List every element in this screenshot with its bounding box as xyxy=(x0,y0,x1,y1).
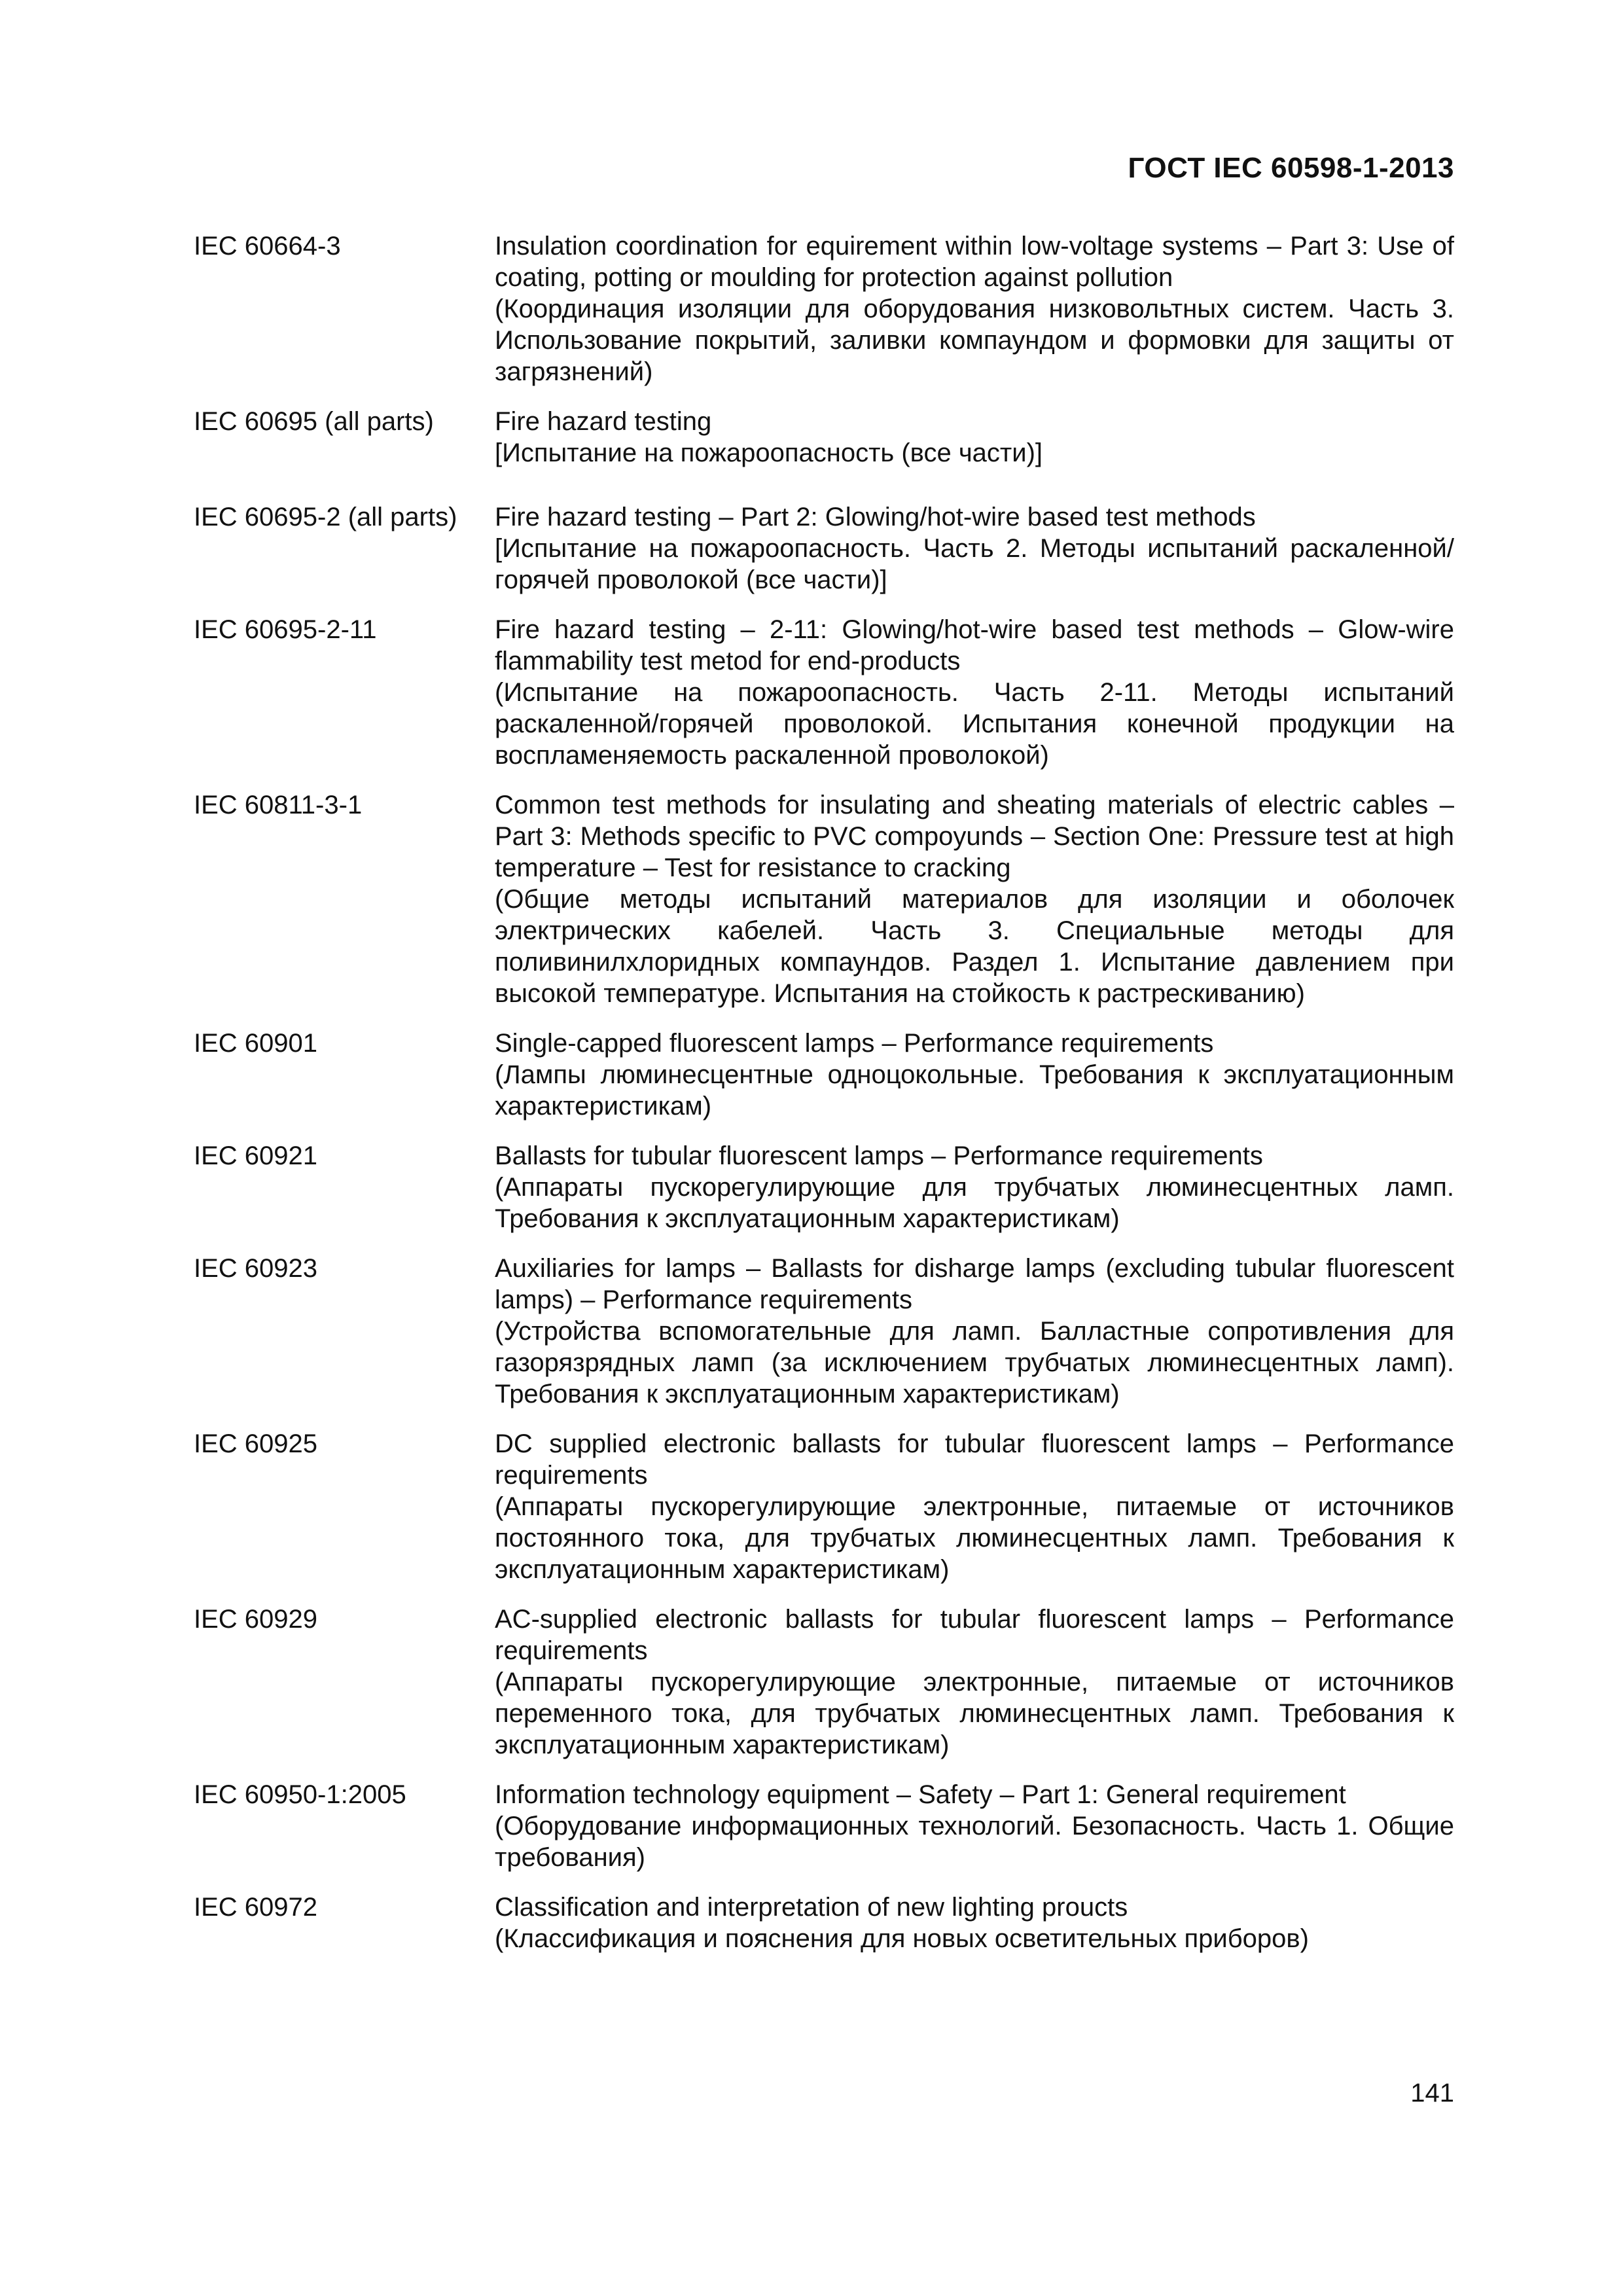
reference-title-ru: (Аппараты пускорегулирующие электронные, питаемые от источников постоянного тока, для трубчатых люминесцентных ламп. Требования к эксплуатационным характеристикам) xyxy=(495,1492,1454,1584)
reference-code: IEC 60921 xyxy=(194,1141,318,1170)
reference-entry xyxy=(194,1892,1454,1954)
reference-title-en: Fire hazard testing – Part 2: Glowing/hot-wire based test methods xyxy=(495,503,1256,531)
reference-entry xyxy=(194,1253,1454,1410)
reference-description xyxy=(495,501,1454,596)
reference-code: IEC 60901 xyxy=(194,1029,318,1058)
normative-references-list xyxy=(194,230,1454,1954)
reference-title-en: Single-capped fluorescent lamps – Performance requirements xyxy=(495,1029,1214,1058)
reference-title-ru: (Классификация и пояснения для новых осветительных приборов) xyxy=(495,1924,1309,1953)
reference-description xyxy=(495,1140,1454,1234)
reference-title-ru: (Испытание на пожароопасность. Часть 2-11. Методы испытаний раскаленной/горячей проволокой. Испытания конечной продукции на воспламеняемость раскаленной проволокой) xyxy=(495,678,1454,770)
reference-entry xyxy=(194,789,1454,1009)
reference-title-ru: (Координация изоляции для оборудования низковольтных систем. Часть 3. Использование покрытий, заливки компаундом и формовки для защиты от загрязнений) xyxy=(495,295,1454,386)
reference-description xyxy=(495,1253,1454,1410)
reference-code: IEC 60695-2-11 xyxy=(194,615,377,644)
reference-title-en: Auxiliaries for lamps – Ballasts for disharge lamps (excluding tubular fluorescent lamps) – Performance requirements xyxy=(495,1254,1454,1314)
reference-title-en: DC supplied electronic ballasts for tubular fluorescent lamps – Performance requirements xyxy=(495,1429,1454,1490)
reference-title-en: Fire hazard testing xyxy=(495,407,712,436)
reference-code: IEC 60923 xyxy=(194,1254,318,1283)
reference-title-en: Information technology equipment – Safety – Part 1: General requirement xyxy=(495,1780,1346,1809)
reference-description xyxy=(495,789,1454,1009)
page-number: 141 xyxy=(1410,2079,1454,2108)
reference-title-ru: [Испытание на пожароопасность. Часть 2. Методы испытаний раскаленной/горячей проволокой (все части)] xyxy=(495,534,1454,594)
reference-description xyxy=(495,1604,1454,1761)
reference-code: IEC 60811-3-1 xyxy=(194,791,363,819)
reference-description xyxy=(495,1892,1454,1954)
reference-entry xyxy=(194,230,1454,387)
reference-title-ru: (Лампы люминесцентные одноцокольные. Требования к эксплуатационным характеристикам) xyxy=(495,1060,1454,1121)
reference-code: IEC 60950-1:2005 xyxy=(194,1780,406,1809)
reference-description xyxy=(495,614,1454,771)
reference-code: IEC 60695-2 (all parts) xyxy=(194,503,457,531)
reference-description xyxy=(495,1028,1454,1122)
reference-entry xyxy=(194,1028,1454,1122)
standard-designation: ГОСТ IEC 60598-1-2013 xyxy=(1128,152,1454,184)
reference-title-en: Classification and interpretation of new lighting proucts xyxy=(495,1893,1128,1922)
reference-title-ru: (Оборудование информационных технологий. Безопасность. Часть 1. Общие требования) xyxy=(495,1812,1454,1872)
reference-entry xyxy=(194,1140,1454,1234)
reference-entry xyxy=(194,501,1454,596)
reference-title-ru: (Общие методы испытаний материалов для изоляции и оболочек электрических кабелей. Часть 3. Специальные методы для поливинилхлоридных компаундов. Раздел 1. Испытание давлением при высокой температуре. Испытания на стойкость к растрескиванию) xyxy=(495,885,1454,1008)
reference-entry xyxy=(194,614,1454,771)
reference-description xyxy=(495,1428,1454,1585)
reference-code: IEC 60929 xyxy=(194,1605,318,1634)
reference-code: IEC 60972 xyxy=(194,1893,318,1922)
reference-title-en: Ballasts for tubular fluorescent lamps – Performance requirements xyxy=(495,1141,1263,1170)
reference-title-ru: (Аппараты пускорегулирующие для трубчатых люминесцентных ламп. Требования к эксплуатационным характеристикам) xyxy=(495,1173,1454,1233)
reference-code: IEC 60695 (all parts) xyxy=(194,407,434,436)
reference-description xyxy=(495,230,1454,387)
page-header xyxy=(1128,152,1454,185)
reference-title-en: Fire hazard testing – 2-11: Glowing/hot-wire based test methods – Glow-wire flammability test metod for end-products xyxy=(495,615,1454,675)
reference-code: IEC 60925 xyxy=(194,1429,318,1458)
reference-description xyxy=(495,1779,1454,1873)
reference-title-ru: (Устройства вспомогательные для ламп. Балластные сопротивления для газорязрядных ламп (за исключением трубчатых люминесцентных ламп). Требования к эксплуатационным характеристикам) xyxy=(495,1317,1454,1408)
reference-title-en: AC-supplied electronic ballasts for tubular fluorescent lamps – Performance requirements xyxy=(495,1605,1454,1665)
reference-entry xyxy=(194,1604,1454,1761)
reference-description xyxy=(495,406,1454,469)
reference-title-ru: (Аппараты пускорегулирующие электронные, питаемые от источников переменного тока, для трубчатых люминесцентных ламп. Требования к эксплуатационным характеристикам) xyxy=(495,1668,1454,1759)
reference-entry xyxy=(194,406,1454,469)
reference-code: IEC 60664-3 xyxy=(194,232,341,260)
reference-title-ru: [Испытание на пожароопасность (все части)] xyxy=(495,439,1043,467)
reference-entry xyxy=(194,1779,1454,1873)
reference-title-en: Insulation coordination for equirement within low-voltage systems – Part 3: Use of coating, potting or moulding for protection against pollution xyxy=(495,232,1454,292)
reference-title-en: Common test methods for insulating and sheating materials of electric cables – Part 3: Methods specific to PVC compoyunds – Section One: Pressure test at high temperature – Test for resistance to cracking xyxy=(495,791,1454,882)
reference-entry xyxy=(194,1428,1454,1585)
